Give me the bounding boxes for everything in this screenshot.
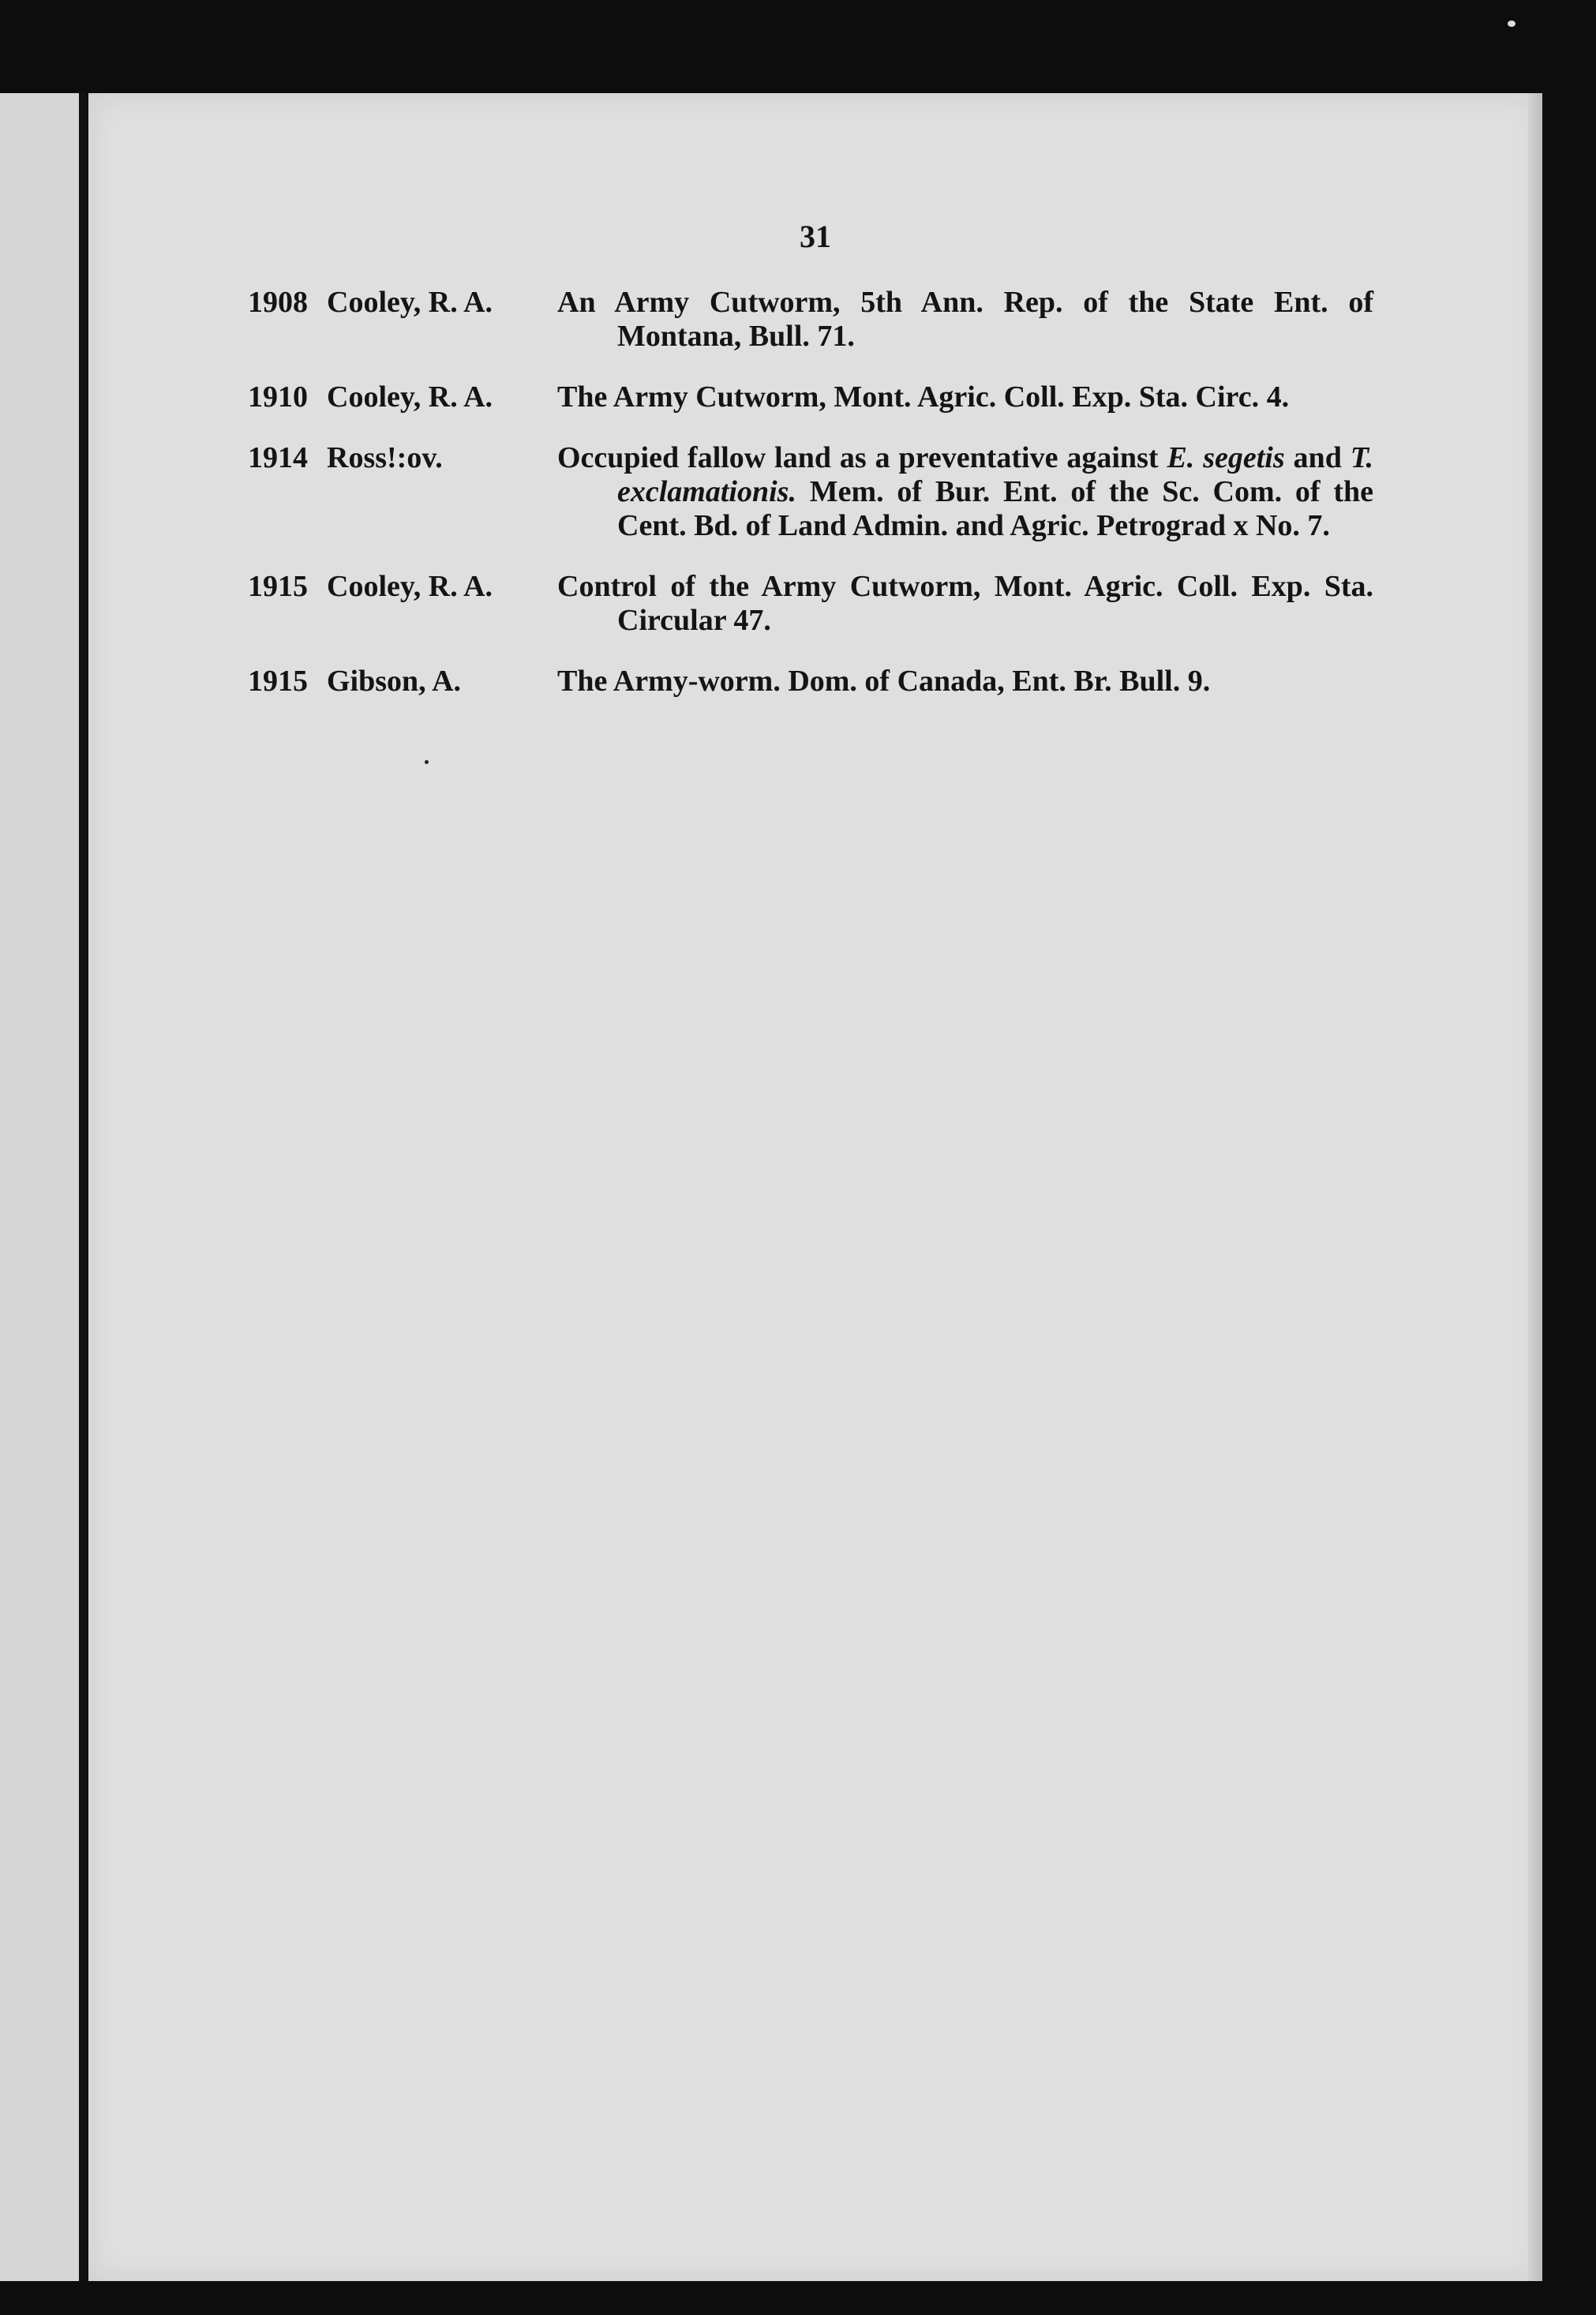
- reference-entry: [248, 570, 1373, 638]
- facing-page-edge: [0, 93, 87, 2281]
- reference-year: 1908: [248, 286, 308, 319]
- reference-author: Gibson, A.: [327, 665, 462, 698]
- reference-author: Cooley, R. A.: [327, 286, 493, 319]
- reference-title: The Army-worm. Dom. of Canada, Ent. Br. Bull. 9.: [557, 665, 1211, 698]
- page-number: 31: [800, 219, 831, 254]
- reference-list: [248, 286, 1373, 725]
- page-edge-shadow: [1528, 93, 1542, 2281]
- reference-year: 1915: [248, 665, 308, 698]
- reference-author: Cooley, R. A.: [327, 380, 493, 414]
- scan-speck: [425, 760, 429, 764]
- scan-speck: [1508, 21, 1515, 27]
- reference-year: 1910: [248, 380, 308, 414]
- reference-entry: [248, 665, 1373, 699]
- reference-author: Cooley, R. A.: [327, 570, 493, 603]
- species-name-italic: E. segetis: [1167, 441, 1285, 474]
- reference-year: 1915: [248, 570, 308, 603]
- species-name-italic: T. exclamationis.: [617, 441, 1373, 508]
- reference-title: Control of the Army Cutworm, Mont. Agric. Coll. Exp. Sta. Circular 47.: [557, 570, 1373, 637]
- reference-year: 1914: [248, 441, 308, 474]
- reference-title: The Army Cutworm, Mont. Agric. Coll. Exp. Sta. Circ. 4.: [557, 380, 1290, 414]
- reference-entry: [248, 441, 1373, 543]
- reference-entry: [248, 286, 1373, 354]
- reference-author: Ross!:ov.: [327, 441, 443, 474]
- reference-title: An Army Cutworm, 5th Ann. Rep. of the State Ent. of Montana, Bull. 71.: [557, 286, 1373, 353]
- reference-title: Occupied fallow land as a preventative against E. segetis and T. exclamationis. Mem. of Bur. Ent. of the Sc. Com. of the Cent. Bd. of Land Admin. and Agric. Petrograd x No. 7.: [557, 441, 1373, 542]
- reference-entry: [248, 380, 1373, 414]
